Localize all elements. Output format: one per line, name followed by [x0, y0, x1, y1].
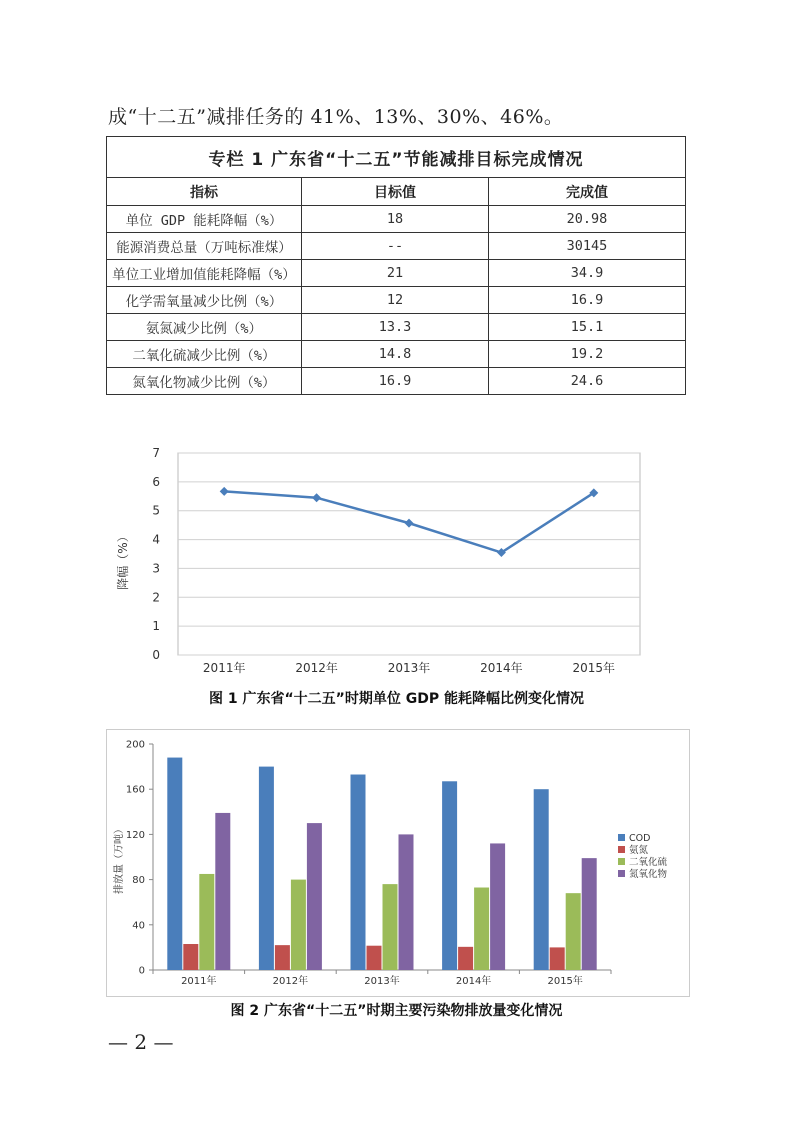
y-tick-label: 200 [125, 739, 145, 751]
legend-label: COD [629, 833, 651, 844]
x-tick-label: 2015年 [547, 976, 583, 987]
legend-swatch [618, 846, 625, 853]
header-target: 目标值 [302, 178, 489, 206]
y-tick-label: 2 [152, 590, 160, 605]
cell-indicator: 单位工业增加值能耗降幅（%） [107, 260, 302, 287]
table-row [107, 233, 686, 260]
y-tick-label: 3 [152, 561, 160, 576]
cell-actual: 34.9 [489, 260, 686, 287]
legend-label: 氨氮 [629, 845, 649, 856]
bar-4 [582, 858, 597, 970]
figure2-caption: 图 2 广东省“十二五”时期主要污染物排放量变化情况 [230, 1003, 563, 1019]
table-row [107, 368, 686, 395]
table-row [107, 287, 686, 314]
bar-2 [275, 945, 290, 970]
legend-label: 氮氧化物 [629, 869, 668, 880]
cell-target: 18 [302, 206, 489, 233]
cell-actual: 24.6 [489, 368, 686, 395]
cell-actual: 30145 [489, 233, 686, 260]
bar-3 [474, 888, 489, 970]
table-row [107, 260, 686, 287]
cell-target: 21 [302, 260, 489, 287]
intro-text: 成“十二五”减排任务的 41%、13%、30%、46%。 [108, 106, 564, 128]
x-tick-label: 2013年 [364, 976, 400, 987]
x-tick-label: 2014年 [455, 976, 492, 987]
table-row [107, 341, 686, 368]
y-tick-label: 120 [125, 829, 145, 841]
cell-target: 14.8 [302, 341, 489, 368]
x-tick-label: 2012年 [295, 661, 338, 675]
legend-swatch [618, 870, 625, 877]
header-indicator: 指标 [107, 178, 302, 206]
y-axis-label: 排放量（万吨） [114, 824, 125, 894]
cell-target: -- [302, 233, 489, 260]
y-tick-label: 7 [152, 446, 160, 460]
cell-indicator: 单位 GDP 能耗降幅（%） [107, 206, 302, 233]
x-tick-label: 2015年 [572, 661, 616, 675]
header-actual: 完成值 [489, 178, 686, 206]
x-tick-label: 2012年 [272, 976, 309, 987]
bar-1 [259, 767, 274, 970]
bar-1 [167, 758, 182, 970]
bar-2 [367, 946, 382, 970]
x-tick-label: 2011年 [181, 976, 217, 987]
table-header-row [107, 178, 686, 206]
cell-indicator: 化学需氧量减少比例（%） [107, 287, 302, 314]
x-tick-label: 2013年 [387, 661, 431, 675]
bar-4 [490, 843, 505, 970]
plot-area [178, 453, 640, 655]
target-table [106, 136, 686, 395]
cell-indicator: 氨氮减少比例（%） [107, 314, 302, 341]
table-row [107, 206, 686, 233]
table-row [107, 314, 686, 341]
bar-3 [199, 874, 214, 970]
cell-actual: 19.2 [489, 341, 686, 368]
bar-1 [351, 775, 366, 970]
x-tick-label: 2011年 [202, 661, 246, 675]
cell-indicator: 氮氧化物减少比例（%） [107, 368, 302, 395]
bar-2 [458, 947, 473, 970]
bar-2 [550, 947, 565, 970]
bar-4 [399, 834, 414, 970]
y-tick-label: 160 [125, 784, 145, 796]
y-tick-label: 5 [152, 503, 160, 518]
x-tick-label: 2014年 [480, 661, 523, 675]
y-tick-label: 6 [152, 474, 160, 489]
cell-target: 13.3 [302, 314, 489, 341]
cell-target: 12 [302, 287, 489, 314]
cell-actual: 16.9 [489, 287, 686, 314]
page-number: — 2 — [108, 1030, 174, 1054]
bar-3 [291, 880, 306, 970]
table-caption: 专栏 1 广东省“十二五”节能减排目标完成情况 [107, 137, 686, 178]
legend-swatch [618, 858, 625, 865]
bar-4 [307, 823, 322, 970]
figure1-caption: 图 1 广东省“十二五”时期单位 GDP 能耗降幅比例变化情况 [208, 691, 584, 707]
cell-actual: 20.98 [489, 206, 686, 233]
bar-1 [442, 781, 457, 970]
y-tick-label: 0 [152, 648, 160, 662]
bar-3 [383, 884, 398, 970]
cell-indicator: 能源消费总量（万吨标准煤） [107, 233, 302, 260]
legend-swatch [618, 834, 625, 841]
y-tick-label: 80 [132, 875, 145, 887]
cell-actual: 15.1 [489, 314, 686, 341]
y-axis-label: 降幅（%） [116, 530, 130, 590]
bar-3 [566, 893, 581, 970]
bar-4 [215, 813, 230, 970]
y-tick-label: 0 [138, 965, 145, 977]
energy-intensity-line-chart [105, 440, 650, 678]
y-tick-label: 4 [152, 532, 160, 547]
y-tick-label: 1 [152, 619, 160, 634]
cell-indicator: 二氧化硫减少比例（%） [107, 341, 302, 368]
y-tick-label: 40 [132, 920, 145, 932]
pollutant-bar-chart [106, 729, 690, 997]
legend-label: 二氧化硫 [629, 857, 668, 868]
bar-1 [534, 789, 549, 970]
bar-2 [183, 944, 198, 970]
cell-target: 16.9 [302, 368, 489, 395]
